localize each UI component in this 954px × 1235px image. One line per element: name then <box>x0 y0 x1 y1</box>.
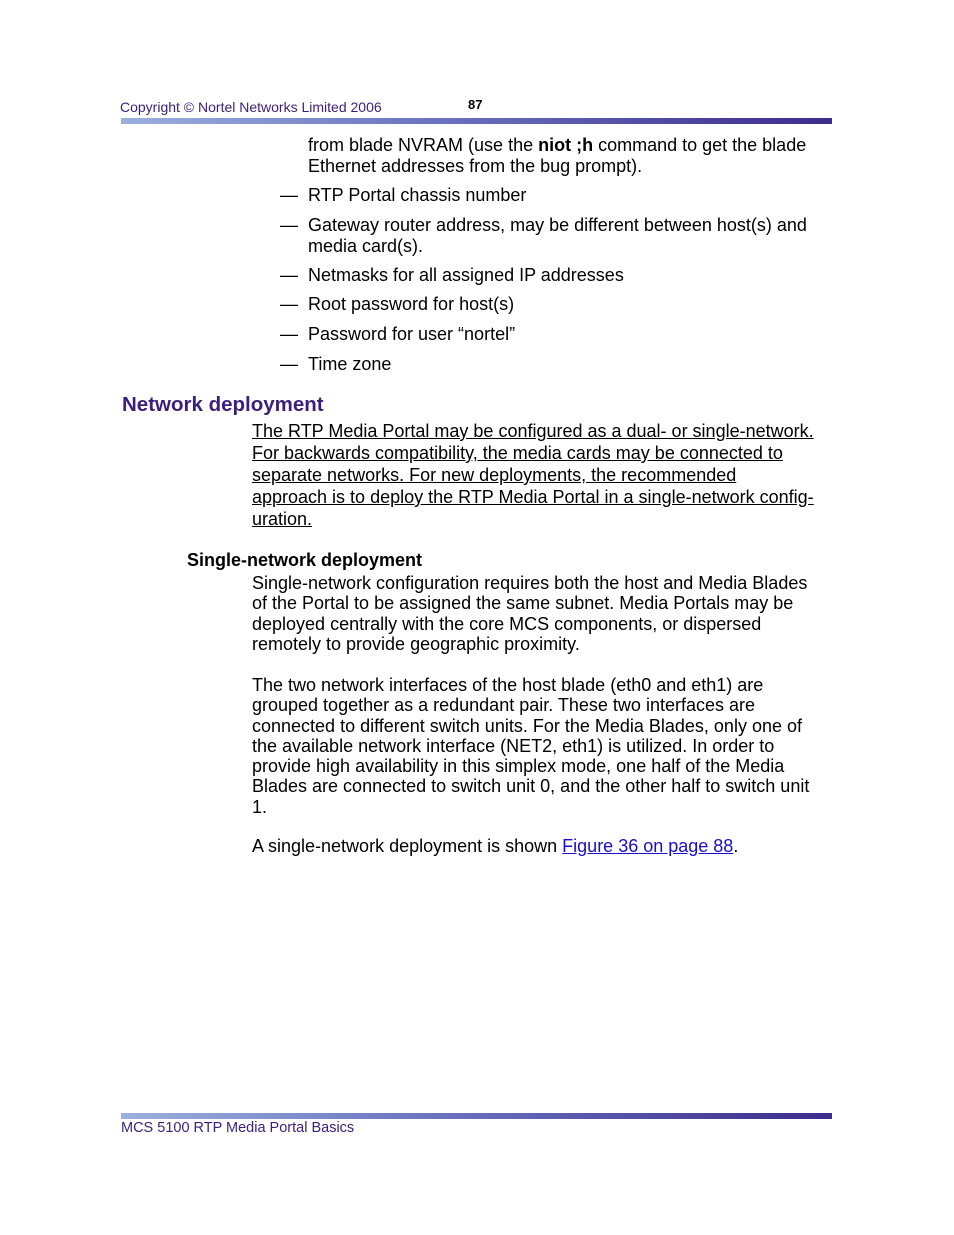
paragraph-text: A single-network deployment is shown <box>252 836 563 856</box>
list-item-text: Netmasks for all assigned IP addresses <box>308 265 624 285</box>
dash-marker: — <box>280 215 298 235</box>
intro-paragraph <box>252 420 837 530</box>
intro-line: For backwards compatibility, the media cards may be connected to <box>252 443 783 463</box>
command-name: niot ;h <box>538 135 594 155</box>
paragraph <box>252 573 836 654</box>
footer-rule <box>121 1113 832 1119</box>
paragraph-line: grouped together as a redundant pair. These two interfaces are <box>252 695 755 716</box>
paragraph <box>252 675 836 817</box>
paragraph-text-end: . <box>733 836 739 856</box>
paragraph-line: The two network interfaces of the host blade (eth0 and eth1) are <box>252 675 764 695</box>
continuation-text-line2: Ethernet addresses from the bug prompt). <box>308 155 643 176</box>
paragraph-line: remotely to provide geographic proximity. <box>252 633 580 654</box>
list-item-text: Time zone <box>308 354 392 374</box>
list-item <box>280 294 833 315</box>
intro-line: approach is to deploy the RTP Media Portal in a single-network config- <box>252 487 814 507</box>
dash-marker: — <box>280 354 298 374</box>
header-copyright: Copyright © Nortel Networks Limited 2006 <box>120 99 382 115</box>
dash-marker: — <box>280 265 298 285</box>
intro-line: separate networks. For new deployments, the recommended <box>252 465 737 485</box>
dash-marker: — <box>280 185 298 205</box>
list-item-line: Gateway router address, may be different between host(s) and <box>308 215 807 235</box>
list-item-text: Root password for host(s) <box>308 294 515 314</box>
paragraph-line: connected to different switch units. For the Media Blades, only one of <box>252 715 802 736</box>
list-item-text <box>308 215 833 256</box>
paragraph-line: Blades are connected to switch unit 0, and the other half to switch unit <box>252 776 810 797</box>
paragraph-line: Single-network configuration requires both the host and Media Blades <box>252 573 808 593</box>
list-item <box>280 324 833 345</box>
figure-link[interactable]: Figure 36 on page 88 <box>562 836 734 856</box>
paragraph-line: provide high availability in this simplex mode, one half of the Media <box>252 756 785 777</box>
continuation-text-end: command to get the blade <box>593 135 807 155</box>
header-rule <box>121 118 832 124</box>
footer-title: MCS 5100 RTP Media Portal Basics <box>121 1120 355 1136</box>
list-item-line: media card(s). <box>308 235 424 256</box>
intro-line: uration. <box>252 509 313 529</box>
list-item-text: Password for user “nortel” <box>308 324 516 344</box>
dash-marker: — <box>280 294 298 314</box>
paragraph-line: 1. <box>252 796 268 817</box>
continuation-text <box>308 135 833 176</box>
paragraph-line: deployed centrally with the core MCS components, or dispersed <box>252 613 762 634</box>
page-number: 87 <box>468 97 483 112</box>
paragraph-line: the available network interface (NET2, eth1) is utilized. In order to <box>252 735 775 756</box>
list-item-text: RTP Portal chassis number <box>308 185 527 205</box>
list-item <box>280 354 833 375</box>
paragraph <box>252 836 836 856</box>
intro-line: The RTP Media Portal may be configured as a dual- or single-network. <box>252 421 814 441</box>
subsection-heading: Single-network deployment <box>187 550 423 570</box>
list-item <box>280 265 833 286</box>
paragraph-line: of the Portal to be assigned the same subnet. Media Portals may be <box>252 593 794 614</box>
section-heading: Network deployment <box>122 393 324 416</box>
list-item <box>280 185 833 206</box>
dash-marker: — <box>280 324 298 344</box>
list-item <box>280 215 833 256</box>
continuation-text-start: from blade NVRAM (use the <box>308 135 539 155</box>
